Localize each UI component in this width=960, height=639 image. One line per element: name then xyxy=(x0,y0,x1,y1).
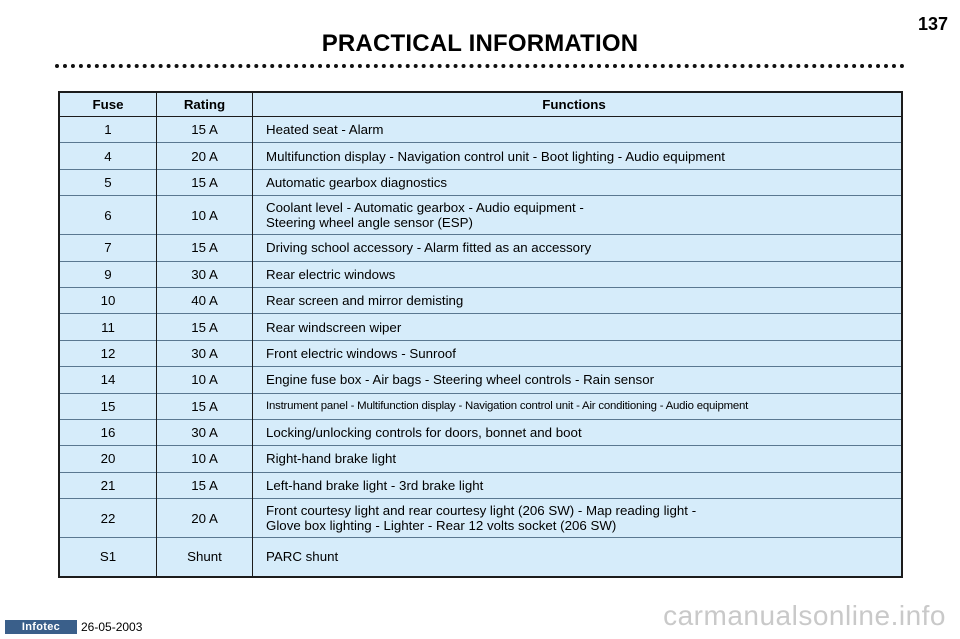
header-fuse: Fuse xyxy=(59,92,157,117)
watermark: carmanualsonline.info xyxy=(663,600,946,631)
cell-fuse: 6 xyxy=(59,196,157,235)
table-row xyxy=(59,287,902,313)
table-row xyxy=(59,446,902,472)
table-row xyxy=(59,499,902,538)
cell-functions: Driving school accessory - Alarm fitted as an accessory xyxy=(253,235,903,261)
fuse-table xyxy=(58,91,903,578)
cell-functions: Automatic gearbox diagnostics xyxy=(253,169,903,195)
cell-rating: 15 A xyxy=(157,235,253,261)
table-row xyxy=(59,367,902,393)
cell-fuse: 15 xyxy=(59,393,157,419)
functions-line-2: Glove box lighting - Lighter - Rear 12 volts socket (206 SW) xyxy=(266,518,617,534)
table-row xyxy=(59,393,902,419)
page-title: PRACTICAL INFORMATION xyxy=(321,30,639,57)
cell-fuse: S1 xyxy=(59,538,157,577)
cell-functions xyxy=(253,499,903,538)
cell-rating: 15 A xyxy=(157,314,253,340)
table-row xyxy=(59,261,902,287)
table-row xyxy=(59,314,902,340)
cell-rating: 20 A xyxy=(157,499,253,538)
cell-fuse: 22 xyxy=(59,499,157,538)
cell-functions: PARC shunt xyxy=(253,538,903,577)
header-rating: Rating xyxy=(157,92,253,117)
cell-fuse: 9 xyxy=(59,261,157,287)
cell-rating: 15 A xyxy=(157,393,253,419)
table-row xyxy=(59,169,902,195)
cell-rating: 15 A xyxy=(157,472,253,498)
cell-rating: 10 A xyxy=(157,196,253,235)
cell-rating: 10 A xyxy=(157,446,253,472)
table-row xyxy=(59,472,902,498)
cell-fuse: 1 xyxy=(59,117,157,143)
table-row xyxy=(59,235,902,261)
footer-date: 26-05-2003 xyxy=(81,620,143,634)
cell-functions: Locking/unlocking controls for doors, bonnet and boot xyxy=(253,419,903,445)
page-number: 137 xyxy=(917,14,948,34)
cell-functions: Multifunction display - Navigation control unit - Boot lighting - Audio equipment xyxy=(253,143,903,169)
cell-rating: 20 A xyxy=(157,143,253,169)
cell-functions: Left-hand brake light - 3rd brake light xyxy=(253,472,903,498)
cell-rating: Shunt xyxy=(157,538,253,577)
cell-fuse: 14 xyxy=(59,367,157,393)
cell-rating: 40 A xyxy=(157,287,253,313)
cell-fuse: 21 xyxy=(59,472,157,498)
cell-functions: Front electric windows - Sunroof xyxy=(253,340,903,366)
cell-functions: Rear electric windows xyxy=(253,261,903,287)
table-row xyxy=(59,117,902,143)
cell-functions: Rear screen and mirror demisting xyxy=(253,287,903,313)
functions-line-1: Coolant level - Automatic gearbox - Audio equipment - xyxy=(266,200,584,216)
infotec-badge: Infotec xyxy=(5,620,77,634)
cell-rating: 30 A xyxy=(157,340,253,366)
cell-fuse: 12 xyxy=(59,340,157,366)
table-row xyxy=(59,340,902,366)
cell-fuse: 20 xyxy=(59,446,157,472)
cell-functions: Heated seat - Alarm xyxy=(253,117,903,143)
cell-fuse: 5 xyxy=(59,169,157,195)
functions-line-2: Steering wheel angle sensor (ESP) xyxy=(266,215,473,231)
cell-functions xyxy=(253,196,903,235)
cell-rating: 15 A xyxy=(157,169,253,195)
functions-line-1: Front courtesy light and rear courtesy light (206 SW) - Map reading light - xyxy=(266,503,697,519)
cell-rating: 30 A xyxy=(157,261,253,287)
cell-fuse: 7 xyxy=(59,235,157,261)
dotted-divider xyxy=(55,64,905,68)
header-functions: Functions xyxy=(253,92,903,117)
table-row xyxy=(59,538,902,577)
cell-rating: 10 A xyxy=(157,367,253,393)
cell-functions: Engine fuse box - Air bags - Steering wheel controls - Rain sensor xyxy=(253,367,903,393)
table-row xyxy=(59,196,902,235)
cell-fuse: 16 xyxy=(59,419,157,445)
cell-fuse: 10 xyxy=(59,287,157,313)
cell-rating: 15 A xyxy=(157,117,253,143)
cell-fuse: 4 xyxy=(59,143,157,169)
table-row xyxy=(59,419,902,445)
cell-rating: 30 A xyxy=(157,419,253,445)
cell-functions: Right-hand brake light xyxy=(253,446,903,472)
cell-fuse: 11 xyxy=(59,314,157,340)
table-row xyxy=(59,143,902,169)
table-header-row xyxy=(59,92,902,117)
cell-functions: Instrument panel - Multifunction display - Navigation control unit - Air conditioning - Audio equipment xyxy=(253,393,903,419)
cell-functions: Rear windscreen wiper xyxy=(253,314,903,340)
